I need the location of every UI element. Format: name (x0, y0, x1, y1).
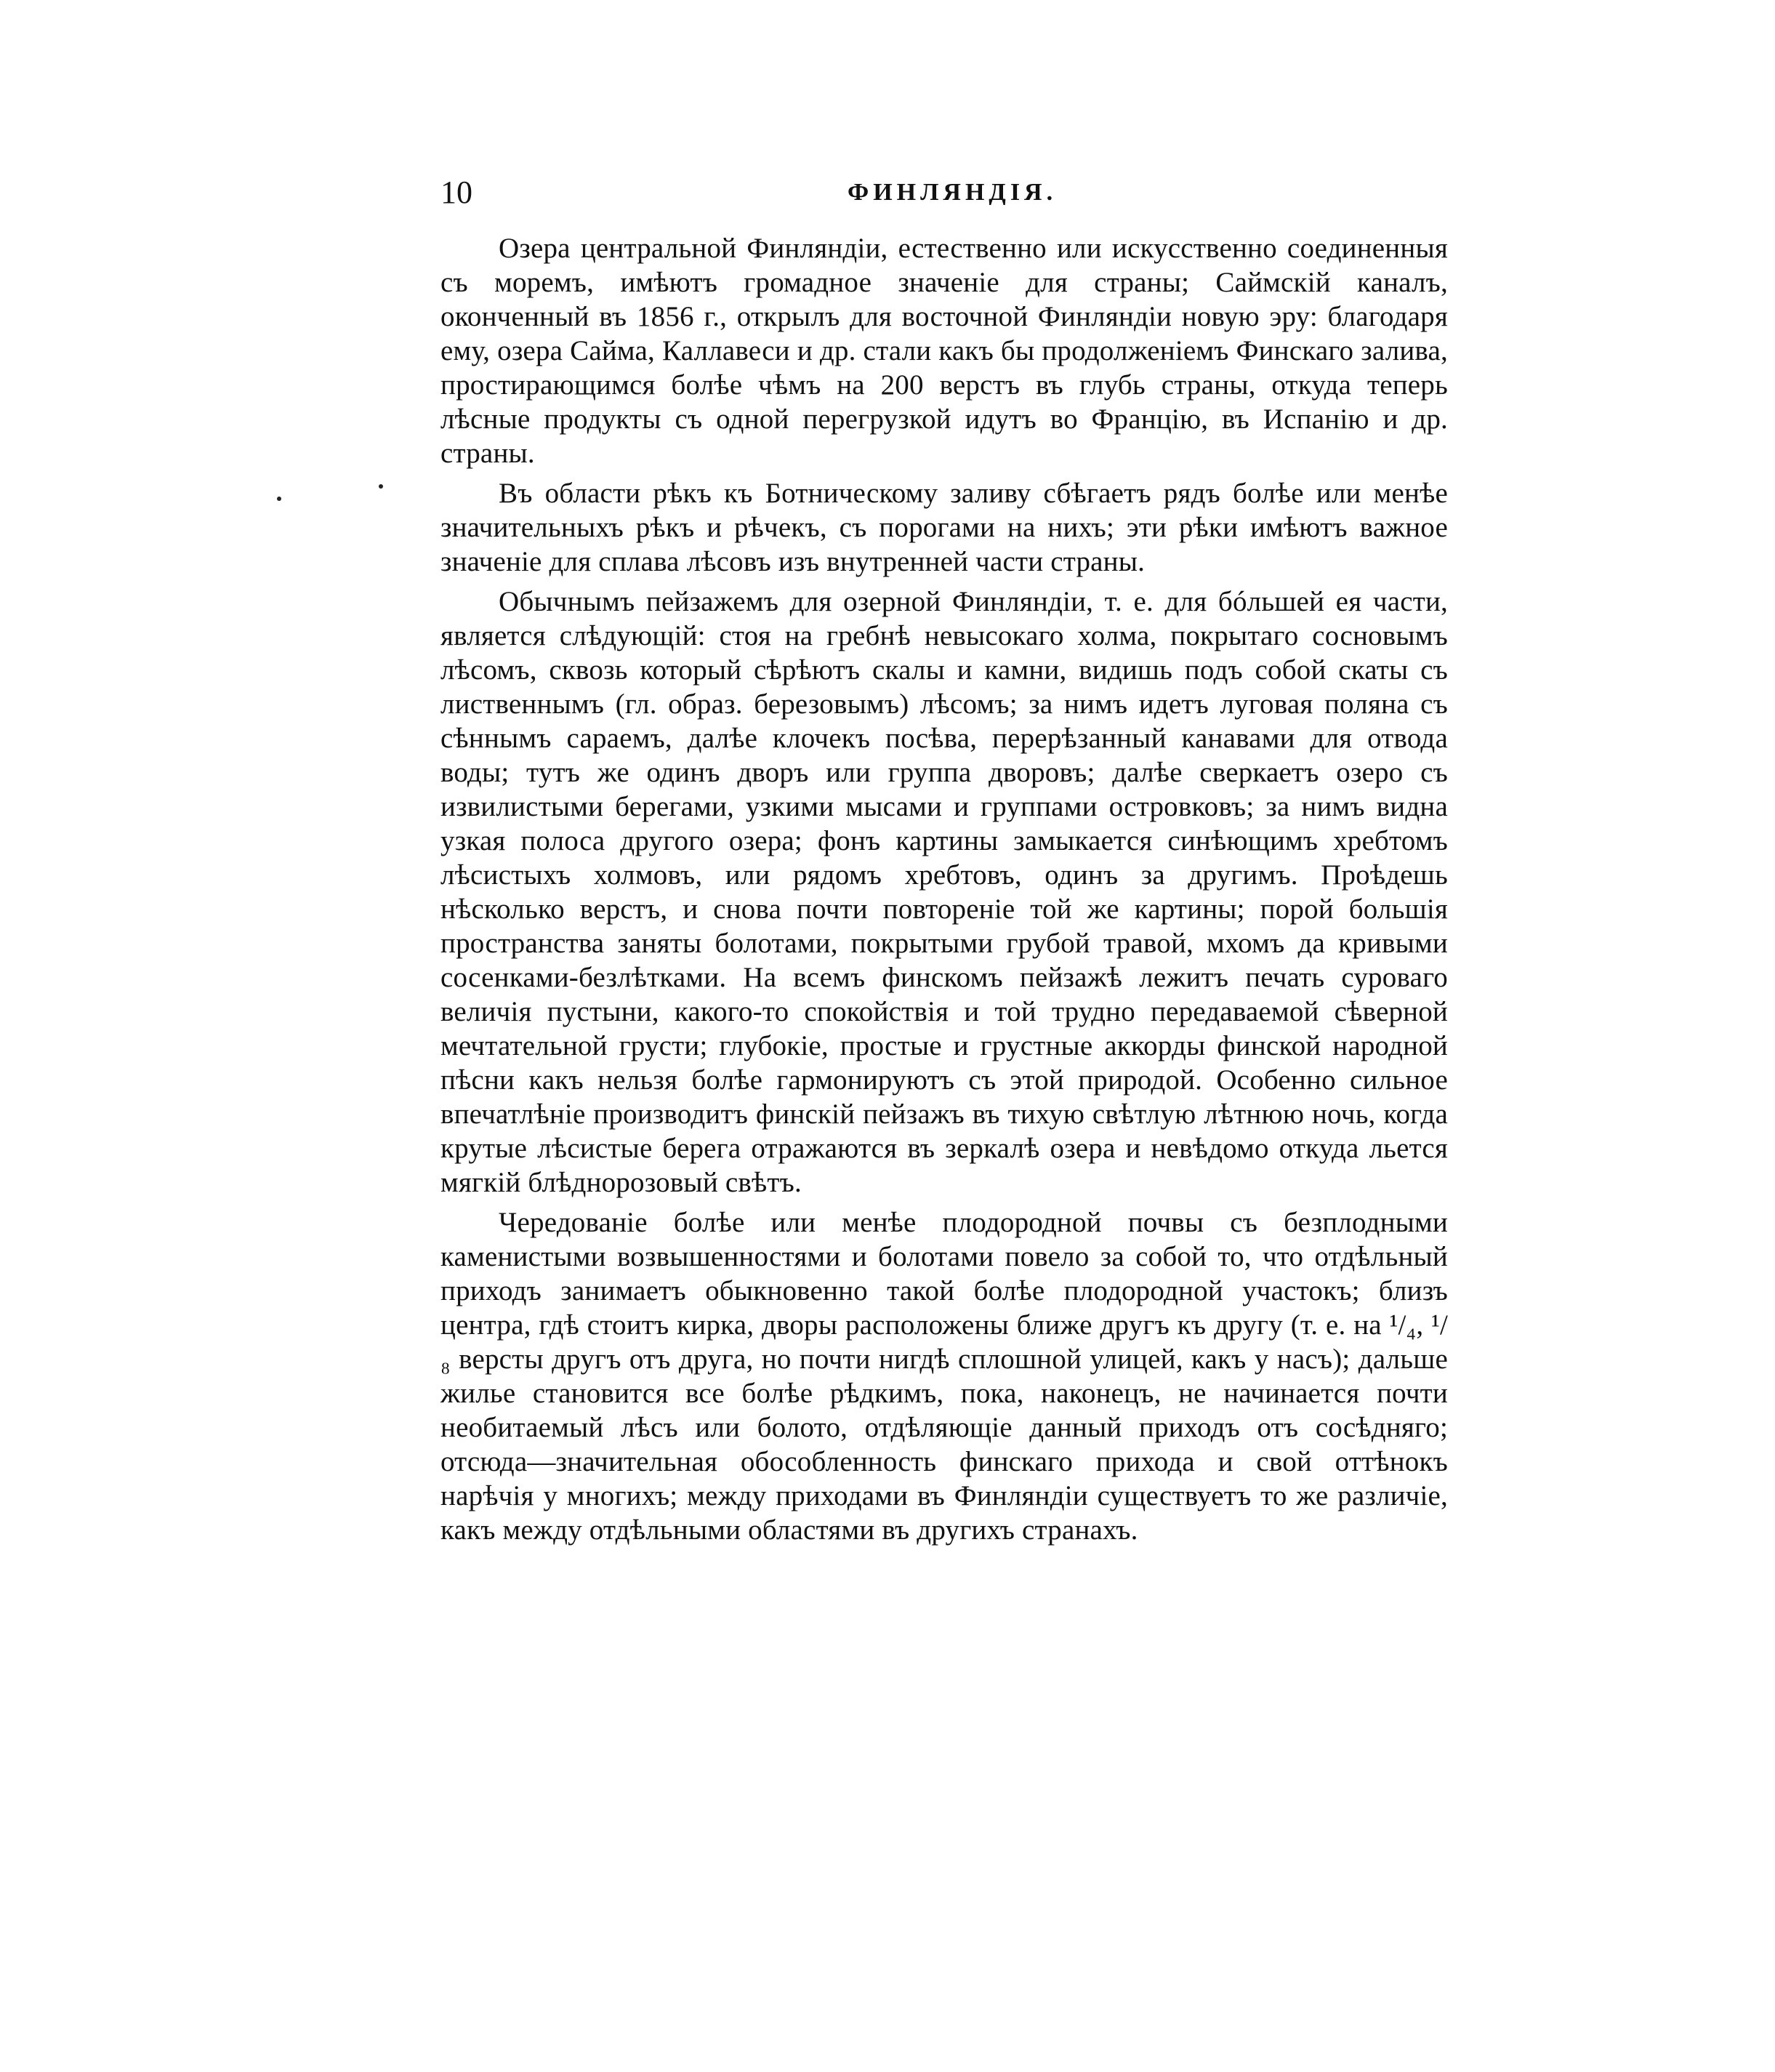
running-title: ФИНЛЯНДІЯ. (848, 179, 1058, 206)
paragraph-lakes: Озера центральной Финляндіи, естественно или искусственно соединенныя съ моремъ, имѣютъ громадное значеніе для страны; Саймскій каналъ, оконченный въ 1856 г., открылъ для восточной Финляндіи новую эру: благодаря ему, озера Сайма, Каллавеси и др. стали какъ бы продолженіемъ Финскаго залива, простирающимся болѣе чѣмъ на 200 верстъ въ глубь страны, откуда теперь лѣсные продукты съ одной перегрузкой идутъ во Францію, въ Испанію и др. страны. (440, 233, 1448, 469)
paragraph-landscape: Обычнымъ пейзажемъ для озерной Финляндіи, т. е. для бóльшей ея части, является слѣдующій: стоя на гребнѣ невысокаго холма, покрытаго сосновымъ лѣсомъ, сквозь который сѣрѣютъ скалы и камни, видишь подъ собой скаты съ лиственнымъ (гл. образ. березовымъ) лѣсомъ; за нимъ идетъ луговая поляна съ сѣннымъ сараемъ, далѣе клочекъ посѣва, перерѣзанный канавами для отвода воды; тутъ же одинъ дворъ или группа дворовъ; далѣе сверкаетъ озеро съ извилистыми берегами, узкими мысами и группами островковъ; за нимъ видна узкая полоса другого озера; фонъ картины замыкается синѣющимъ хребтомъ лѣсистыхъ холмовъ, или рядомъ хребтовъ, одинъ за другимъ. Проѣдешь нѣсколько верстъ, и снова почти повтореніе той же картины; порой большія пространства заняты болотами, покрытыми грубой травой, мхомъ да кривыми сосенками-безлѣтками. На всемъ финскомъ пейзажѣ лежитъ печать суроваго величія пустыни, какого-то спокойствія и той трудно передаваемой сѣверной мечтательной грусти; глубокіе, простые и грустные аккорды финской народной пѣсни какъ нельзя болѣе гармонируютъ съ этой природой. Особенно сильное впечатлѣніе производитъ финскій пейзажъ въ тихую свѣтлую лѣтнюю ночь, когда крутые лѣсистые берега отражаются въ зеркалѣ озера и невѣдомо откуда льется мягкій блѣднорозовый свѣтъ. (440, 586, 1448, 1198)
margin-speck (379, 484, 383, 489)
paragraph-parishes: Чередованіе болѣе или менѣе плодородной почвы съ безплодными каменистыми возвышенностями и болотами повело за собой то, что отдѣльный приходъ занимаетъ обыкновенно такой болѣе плодородной участокъ; близъ центра, гдѣ стоитъ кирка, дворы расположены ближе другъ къ другу (т. е. на ¹/₄, ¹/₈ версты другъ отъ друга, но почти нигдѣ сплошной улицей, какъ у насъ); дальше жилье становится все болѣе рѣдкимъ, пока, наконецъ, не начинается почти необитаемый лѣсъ или болото, отдѣляющіе данный приходъ отъ сосѣдняго; отсюда—значительная обособленность финскаго прихода и свой оттѣнокъ нарѣчія у многихъ; между приходами въ Финляндіи существуетъ то же различіе, какъ между отдѣльными областями въ другихъ странахъ. (440, 1207, 1448, 1546)
running-head (440, 171, 1448, 214)
margin-speck (277, 497, 281, 501)
paragraph-rivers: Въ области рѣкъ къ Ботническому заливу сбѣгаетъ рядъ болѣе или менѣе значительныхъ рѣкъ и рѣчекъ, съ порогами на нихъ; эти рѣки имѣютъ важное значеніе для сплава лѣсовъ изъ внутренней части страны. (440, 478, 1448, 577)
body-text (440, 231, 1448, 1553)
page-number: 10 (440, 174, 472, 210)
